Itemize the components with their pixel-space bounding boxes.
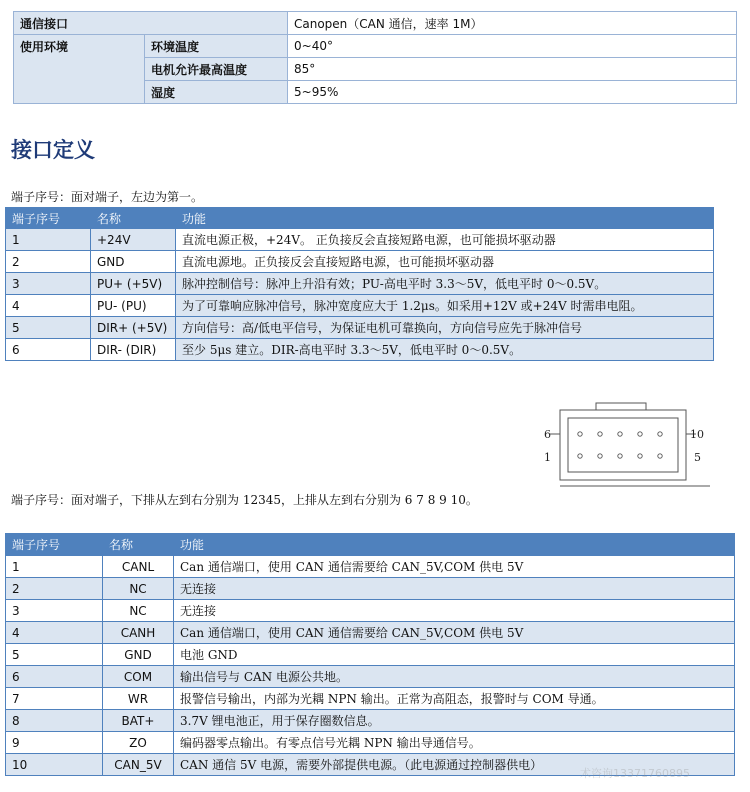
watermark: 术咨询13371760895 [580, 767, 690, 780]
cell-no: 2 [6, 578, 103, 600]
table-row [6, 339, 714, 361]
pin-hole [658, 454, 662, 458]
cell-func: 无连接 [174, 600, 735, 622]
table-row [6, 578, 735, 600]
cell-func: 3.7V 锂电池正，用于保存圈数信息。 [174, 710, 735, 732]
cell-func: 电池 GND [174, 644, 735, 666]
cell-func: Can 通信端口，使用 CAN 通信需要给 CAN_5V,COM 供电 5V [174, 622, 735, 644]
spec-name: 电机允许最高温度 [145, 58, 288, 81]
cell-func: 为了可靠响应脉冲信号，脉冲宽度应大于 1.2μs。如采用+12V 或+24V 时需串电阻。 [176, 295, 714, 317]
table-row [6, 251, 714, 273]
cell-no: 8 [6, 710, 103, 732]
cell-no: 4 [6, 622, 103, 644]
spec-row-comm [14, 12, 737, 35]
pin-label-top-right: 10 [690, 428, 704, 441]
cell-no: 1 [6, 229, 91, 251]
table-row [6, 622, 735, 644]
spec-name: 湿度 [145, 81, 288, 104]
power-signal-table [5, 207, 714, 361]
pin-holes [578, 432, 662, 458]
cell-name: WR [103, 688, 174, 710]
cell-name: ZO [103, 732, 174, 754]
pin-hole [598, 454, 602, 458]
cell-name: GND [103, 644, 174, 666]
cell-name: BAT+ [103, 710, 174, 732]
cell-no: 1 [6, 556, 103, 578]
comm-value: Canopen（CAN 通信，速率 1M） [288, 12, 737, 35]
cell-no: 9 [6, 732, 103, 754]
header-name: 名称 [91, 208, 176, 229]
spec-value: 0~40° [288, 35, 737, 58]
header-name: 名称 [103, 534, 174, 556]
terminal-note-2: 端子序号：面对端子，下排从左到右分别为 12345，上排从左到右分别为 6 7 8 9 10。 [11, 493, 478, 507]
cell-no: 4 [6, 295, 91, 317]
pin-label-top-left: 6 [544, 428, 551, 441]
cell-func: 报警信号输出，内部为光耦 NPN 输出。正常为高阻态，报警时与 COM 导通。 [174, 688, 735, 710]
terminal-note-1: 端子序号：面对端子，左边为第一。 [11, 190, 204, 204]
cell-func: 至少 5μs 建立。DIR-高电平时 3.3～5V，低电平时 0～0.5V。 [176, 339, 714, 361]
pin-hole [578, 454, 582, 458]
connector-diagram [536, 398, 714, 498]
section-title: 接口定义 [11, 138, 95, 162]
table-row [6, 688, 735, 710]
cell-func: 编码器零点输出。有零点信号光耦 NPN 输出导通信号。 [174, 732, 735, 754]
spec-row [14, 35, 737, 58]
can-signal-table [5, 533, 735, 776]
pin-hole [638, 432, 642, 436]
cell-no: 3 [6, 600, 103, 622]
spec-value: 85° [288, 58, 737, 81]
cell-func: 直流电源地。正负接反会直接短路电源，也可能损坏驱动器 [176, 251, 714, 273]
table-row [6, 273, 714, 295]
pin-hole [638, 454, 642, 458]
cell-no: 10 [6, 754, 103, 776]
cell-no: 6 [6, 339, 91, 361]
cell-no: 2 [6, 251, 91, 273]
table-row [6, 666, 735, 688]
cell-name: CAN_5V [103, 754, 174, 776]
cell-name: NC [103, 600, 174, 622]
table-row [6, 732, 735, 754]
cell-name: CANH [103, 622, 174, 644]
cell-no: 5 [6, 317, 91, 339]
env-label: 使用环境 [14, 35, 145, 104]
table-row [6, 710, 735, 732]
pin-hole [618, 454, 622, 458]
cell-func: 方向信号：高/低电平信号，为保证电机可靠换向，方向信号应先于脉冲信号 [176, 317, 714, 339]
comm-label: 通信接口 [14, 12, 288, 35]
table-row [6, 317, 714, 339]
spec-name: 环境温度 [145, 35, 288, 58]
pin-hole [658, 432, 662, 436]
cell-func: 输出信号与 CAN 电源公共地。 [174, 666, 735, 688]
pin-label-bottom-left: 1 [544, 451, 551, 464]
connector-latch [596, 403, 646, 410]
cell-name: PU- (PU) [91, 295, 176, 317]
cell-name: COM [103, 666, 174, 688]
cell-name: DIR- (DIR) [91, 339, 176, 361]
connector-housing [560, 410, 686, 480]
cell-func: Can 通信端口，使用 CAN 通信需要给 CAN_5V,COM 供电 5V [174, 556, 735, 578]
header-func: 功能 [174, 534, 735, 556]
cell-no: 6 [6, 666, 103, 688]
pin-hole [578, 432, 582, 436]
table-header [6, 534, 735, 556]
pin-hole [598, 432, 602, 436]
cell-name: +24V [91, 229, 176, 251]
spec-table [13, 11, 737, 104]
cell-func: 脉冲控制信号：脉冲上升沿有效；PU-高电平时 3.3～5V，低电平时 0～0.5V。 [176, 273, 714, 295]
cell-func: 无连接 [174, 578, 735, 600]
cell-func: 直流电源正极，+24V。 正负接反会直接短路电源，也可能损坏驱动器 [176, 229, 714, 251]
cell-name: GND [91, 251, 176, 273]
table-row [6, 295, 714, 317]
spec-value: 5~95% [288, 81, 737, 104]
table-row [6, 229, 714, 251]
header-func: 功能 [176, 208, 714, 229]
table-row [6, 556, 735, 578]
cell-name: NC [103, 578, 174, 600]
cell-name: CANL [103, 556, 174, 578]
table-header [6, 208, 714, 229]
cell-name: DIR+ (+5V) [91, 317, 176, 339]
cell-no: 5 [6, 644, 103, 666]
pin-label-bottom-right: 5 [694, 451, 701, 464]
header-no: 端子序号 [6, 208, 91, 229]
cell-no: 7 [6, 688, 103, 710]
pin-hole [618, 432, 622, 436]
table-row [6, 600, 735, 622]
table-row [6, 644, 735, 666]
cell-name: PU+ (+5V) [91, 273, 176, 295]
cell-func: CAN 通信 5V 电源，需要外部提供电源。（此电源通过控制器供电） [174, 754, 735, 776]
cell-no: 3 [6, 273, 91, 295]
connector-inner [568, 418, 678, 472]
header-no: 端子序号 [6, 534, 103, 556]
